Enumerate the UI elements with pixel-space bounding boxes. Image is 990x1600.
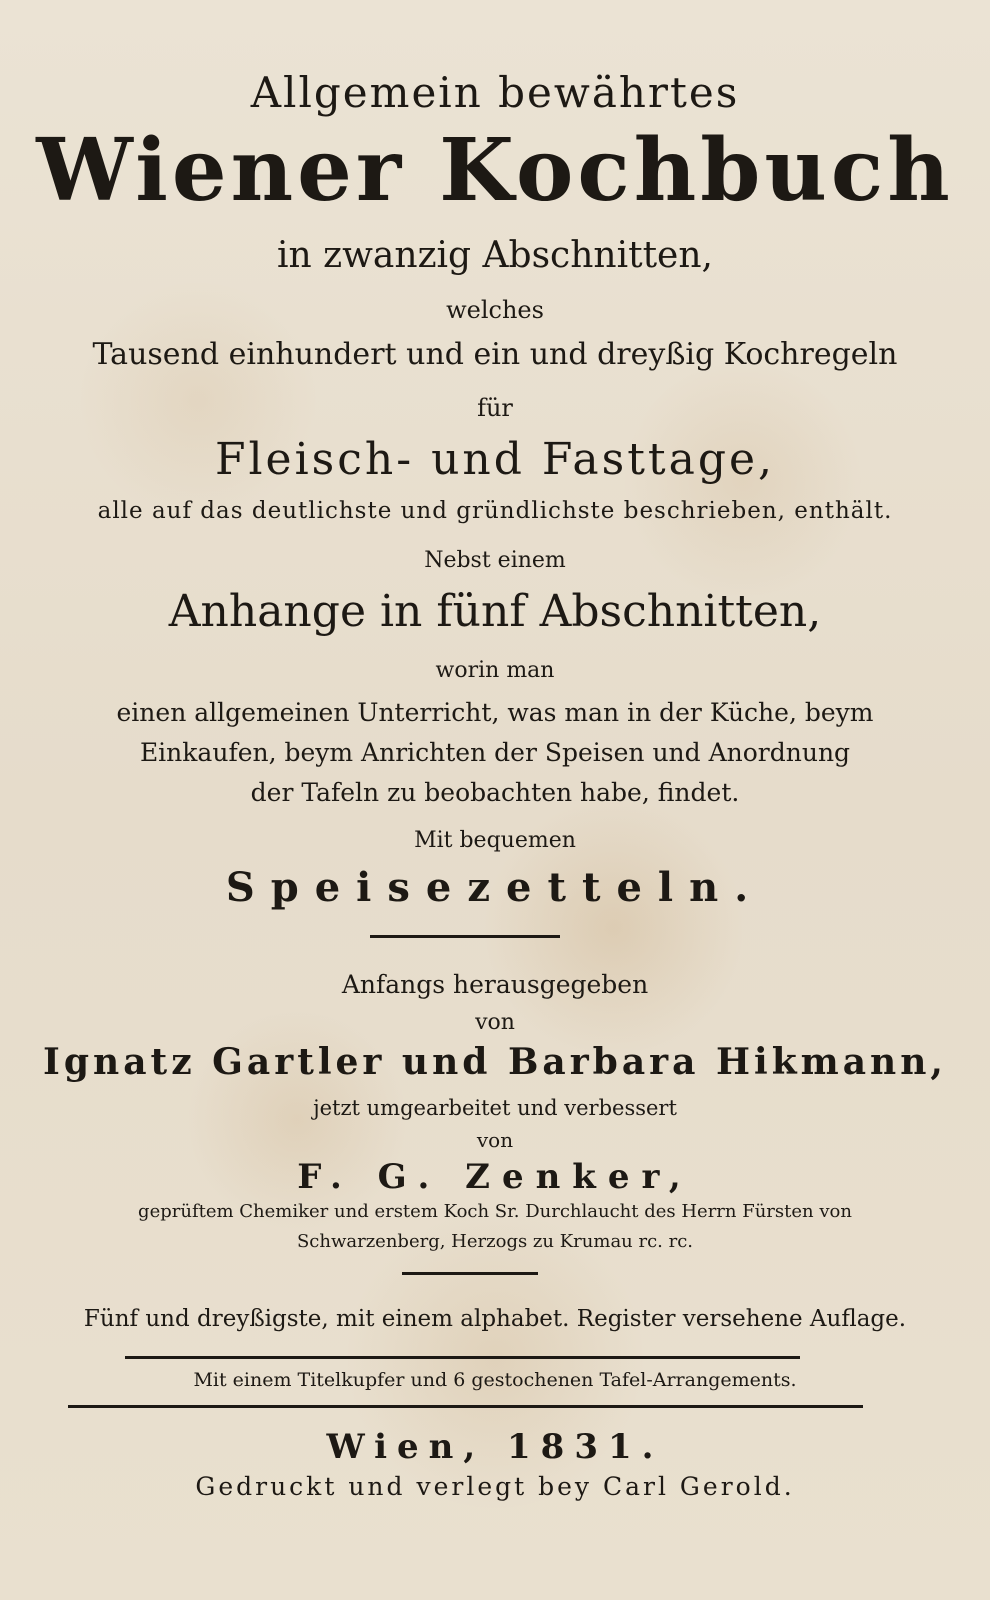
- title-line-1: Allgemein bewährtes: [250, 68, 740, 117]
- title-line-10: Anhange in fünf Abschnitten,: [168, 586, 822, 637]
- title-line-18: von: [475, 1010, 515, 1035]
- title-line-17: Anfangs herausgegeben: [341, 970, 649, 999]
- title-line-13: Einkaufen, beym Anrichten der Speisen und Anordnung: [139, 738, 851, 767]
- title-line-11: worin man: [435, 658, 555, 683]
- publisher-line: Gedruckt und verlegt bey Carl Gerold.: [195, 1472, 795, 1501]
- title-line-20: jetzt umgearbeitet und verbessert: [313, 1096, 677, 1120]
- title-line-15: Mit bequemen: [414, 828, 576, 853]
- main-title: Wiener Kochbuch: [36, 120, 954, 221]
- title-line-21: von: [476, 1128, 514, 1152]
- divider-rule-4: [68, 1405, 863, 1408]
- title-line-14: der Tafeln zu beobachten habe, findet.: [250, 778, 740, 807]
- title-line-9: Nebst einem: [424, 548, 566, 573]
- editor-line: F. G. Zenker,: [297, 1157, 693, 1197]
- title-line-8: alle auf das deutlichste und gründlichste beschrieben, enthält.: [97, 498, 893, 524]
- divider-rule-1: [370, 935, 560, 938]
- divider-rule-2: [402, 1272, 538, 1275]
- title-line-26: Mit einem Titelkupfer und 6 gestochenen Tafel-Arrangements.: [193, 1369, 797, 1391]
- divider-rule-3: [125, 1356, 800, 1359]
- edition-line: Fünf und dreyßigste, mit einem alphabet. Register versehene Auflage.: [83, 1306, 907, 1332]
- title-line-23: geprüftem Chemiker und erstem Koch Sr. Durchlaucht des Herrn Fürsten von: [138, 1201, 852, 1222]
- title-line-7: Fleisch- und Fasttage,: [214, 434, 776, 485]
- title-line-24: Schwarzenberg, Herzogs zu Krumau rc. rc.: [296, 1231, 694, 1252]
- place-date-line: Wien, 1831.: [326, 1427, 664, 1467]
- title-line-3: in zwanzig Abschnitten,: [277, 235, 713, 276]
- title-line-4: welches: [446, 296, 544, 324]
- authors-line: Ignatz Gartler und Barbara Hikmann,: [43, 1041, 947, 1083]
- title-line-16: Speisezetteln.: [225, 864, 765, 911]
- title-line-5: Tausend einhundert und ein und dreyßig Kochregeln: [92, 337, 898, 372]
- title-line-6: für: [477, 394, 513, 422]
- title-line-12: einen allgemeinen Unterricht, was man in der Küche, beym: [116, 698, 874, 727]
